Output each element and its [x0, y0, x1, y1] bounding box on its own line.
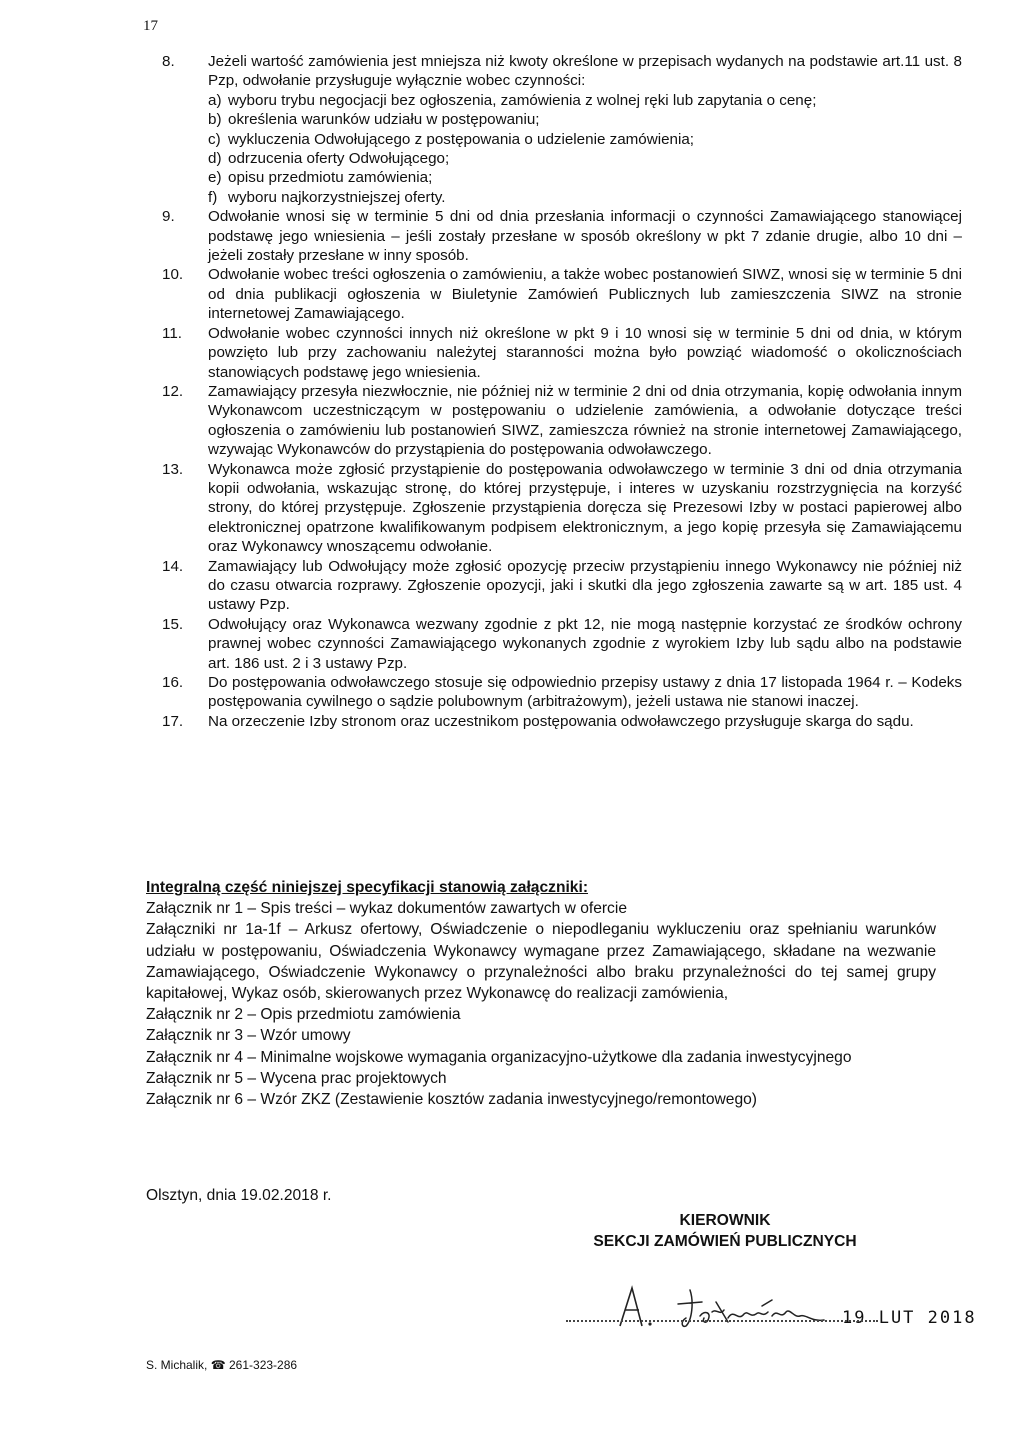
- appeal-provisions-list: [162, 52, 962, 731]
- item-text: Odwołanie wnosi się w terminie 5 dni od dnia przesłania informacji o czynności Zamawiającego stanowiącej podstawę jego wniesienia – jeśli zostały przesłane w sposób określony w pkt 7 zdanie drugie, albo 10 dni – jeżeli zostały przesłane w inny sposób.: [208, 208, 962, 265]
- attachment-line: Załącznik nr 4 – Minimalne wojskowe wymagania organizacyjno-użytkowe dla zadania inwestycyjnego: [146, 1048, 852, 1066]
- attachment-line: Załącznik nr 5 – Wycena prac projektowych: [146, 1069, 447, 1087]
- item-number: 9.: [162, 208, 175, 226]
- place-and-date: Olsztyn, dnia 19.02.2018 r.: [146, 1187, 332, 1204]
- attachments-section: [146, 877, 936, 1110]
- item-text: Zamawiający lub Odwołujący może zgłosić opozycję przeciw przystąpieniu innego Wykonawcy nie później niż do czasu otwarcia rozprawy. Zgłoszenie opozycji, jaki i skutki dla jego zgłoszenia zawarte są w art. 185 ust. 4 ustawy Pzp.: [208, 557, 962, 614]
- item-number: 17.: [162, 712, 184, 730]
- sub-text: wyboru najkorzystniejszej oferty.: [228, 188, 446, 206]
- sub-text: wykluczenia Odwołującego z postępowania o udzielenie zamówienia;: [228, 130, 695, 148]
- signatory-title-line1: KIEROWNIK: [679, 1212, 771, 1229]
- attachment-line: Załącznik nr 3 – Wzór umowy: [146, 1027, 351, 1045]
- sub-text: określenia warunków udziału w postępowaniu;: [228, 111, 540, 129]
- list-item: [162, 52, 962, 207]
- sub-letter: d): [208, 150, 222, 168]
- handwritten-signature: [612, 1282, 872, 1332]
- item-number: 12.: [162, 382, 184, 400]
- item-text: Na orzeczenie Izby stronom oraz uczestnikom postępowania odwoławczego przysługuje skarga do sądu.: [208, 712, 914, 730]
- sub-text: odrzucenia oferty Odwołującego;: [228, 150, 450, 168]
- attachments-heading: Integralną część niniejszej specyfikacji stanowią załączniki:: [146, 879, 589, 896]
- sub-item: [208, 130, 962, 149]
- item-number: 8.: [162, 53, 175, 70]
- item-text: Odwołujący oraz Wykonawca wezwany zgodnie z pkt 12, nie mogą następnie korzystać ze środków ochrony prawnej wobec czynności Zamawiającego wykonanych zgodnie z wyrokiem Izby lub sądu albo na podstawie art. 186 ust. 2 i 3 ustawy Pzp.: [208, 615, 962, 672]
- page-number: 17: [143, 18, 158, 34]
- signatory-title: [580, 1210, 870, 1252]
- item-number: 10.: [162, 266, 184, 284]
- item-text: Zamawiający przesyła niezwłocznie, nie później niż w terminie 2 dni od dnia otrzymania, kopię odwołania innym Wykonawcom uczestniczącym w postępowaniu o udzielenie zamówienia, a odwołanie dotyczące treści ogłoszenia o zamówieniu lub postanowień SIWZ, zamieszcza również na stronie internetowej Zamawiającego, wzywając Wykonawców do przystąpienia do postępowania odwoławczego.: [208, 382, 962, 459]
- signatory-title-line2: SEKCJI ZAMÓWIEŃ PUBLICZNYCH: [593, 1233, 857, 1250]
- list-item: [162, 207, 962, 265]
- sub-letter: b): [208, 111, 222, 129]
- list-item: [162, 460, 962, 557]
- list-item: [162, 265, 962, 323]
- footer-contact: [146, 1358, 297, 1372]
- attachment-line: Załączniki nr 1a-1f – Arkusz ofertowy, Oświadczenie o niepodleganiu wykluczeniu oraz spełnianiu warunków udziału w postępowaniu, Oświadczenia Wykonawcy wymagane przez Zamawiającego, składane na wezwanie Zamawiającego, Oświadczenie Wykonawcy o przynależności albo braku przynależności do tej samej grupy kapitałowej, Wykaz osób, skierowanych przez Wykonawcę do realizacji zamówienia,: [146, 921, 936, 1003]
- item-number: 15.: [162, 615, 184, 633]
- list-item: [162, 557, 962, 615]
- signature-dotted-line: [566, 1320, 878, 1322]
- attachment-line: Załącznik nr 6 – Wzór ZKZ (Zestawienie kosztów zadania inwestycyjnego/remontowego): [146, 1091, 758, 1109]
- sub-letter: a): [208, 91, 222, 109]
- sub-item: [208, 149, 962, 168]
- list-item: [162, 673, 962, 712]
- item-text: Jeżeli wartość zamówienia jest mniejsza niż kwoty określone w przepisach wydanych na podstawie art.11 ust. 8 Pzp, odwołanie przysługuje wyłącznie wobec czynności:: [208, 53, 962, 90]
- list-item: [162, 615, 962, 673]
- list-item: [162, 324, 962, 382]
- list-item: [162, 382, 962, 460]
- sub-list: [208, 91, 962, 207]
- sub-item: [208, 91, 962, 110]
- sub-letter: f): [208, 188, 218, 206]
- sub-text: wyboru trybu negocjacji bez ogłoszenia, zamówienia z wolnej ręki lub zapytania o cenę;: [228, 91, 817, 109]
- sub-item: [208, 188, 962, 207]
- phone-number: 261-323-286: [229, 1358, 298, 1372]
- sub-item: [208, 168, 962, 187]
- attachment-line: Załącznik nr 1 – Spis treści – wykaz dokumentów zawartych w ofercie: [146, 900, 627, 918]
- item-text: Wykonawca może zgłosić przystąpienie do postępowania odwoławczego w terminie 3 dni od dnia otrzymania kopii odwołania, wskazując stronę, do której przystępuje, i interes w uzyskaniu rozstrzygnięcia na korzyść strony, do której przystępuje. Zgłoszenie przystąpienia doręcza się Prezesowi Izby w postaci papierowej albo elektronicznej opatrzone kwalifikowanym podpisem elektronicznym, a jego kopię przesyła się Zamawiającemu oraz Wykonawcy wnoszącemu odwołanie.: [208, 460, 962, 556]
- sub-letter: c): [208, 130, 221, 148]
- item-text: Odwołanie wobec czynności innych niż określone w pkt 9 i 10 wnosi się w terminie 5 dni od dnia, w którym powzięto lub przy zachowaniu należytej staranności można było powziąć wiadomość o okolicznościach stanowiących podstawę jego wniesienia.: [208, 324, 962, 381]
- sub-text: opisu przedmiotu zamówienia;: [228, 169, 433, 187]
- phone-icon: ☎: [210, 1358, 226, 1372]
- item-number: 13.: [162, 460, 184, 478]
- item-number: 14.: [162, 557, 184, 575]
- date-stamp: 19 LUT 2018: [842, 1308, 977, 1328]
- item-text: Odwołanie wobec treści ogłoszenia o zamówieniu, a także wobec postanowień SIWZ, wnosi się w terminie 5 dni od dnia publikacji ogłoszenia w Biuletynie Zamówień Publicznych lub zamieszczenia SIWZ na stronie internetowej Zamawiającego.: [208, 266, 962, 323]
- sub-letter: e): [208, 169, 222, 187]
- attachment-line: Załącznik nr 2 – Opis przedmiotu zamówienia: [146, 1006, 461, 1024]
- sub-item: [208, 110, 962, 129]
- item-number: 16.: [162, 674, 184, 691]
- item-number: 11.: [162, 324, 182, 342]
- item-text: Do postępowania odwoławczego stosuje się odpowiednio przepisy ustawy z dnia 17 listopada 1964 r. – Kodeks postępowania cywilnego o sądzie polubownym (arbitrażowym), jeżeli ustawa nie stanowi inaczej.: [208, 674, 962, 711]
- author-name: S. Michalik,: [146, 1358, 208, 1372]
- list-item: [162, 712, 962, 731]
